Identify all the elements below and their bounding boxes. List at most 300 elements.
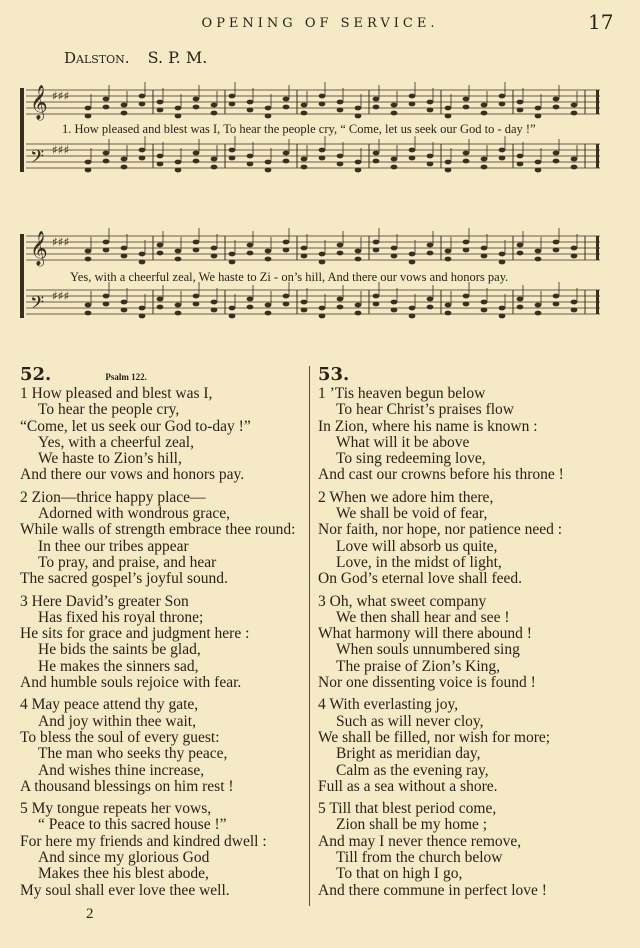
note-head — [445, 160, 452, 165]
note-head — [85, 257, 92, 262]
note-head — [301, 165, 308, 170]
note-head — [373, 151, 380, 156]
note-head — [103, 105, 110, 110]
verse-line: To pray, and praise, and hear — [38, 553, 217, 571]
verse-line: My soul shall ever love thee well. — [20, 881, 230, 899]
note-head — [391, 103, 398, 108]
tune-name: Dalston. — [64, 49, 130, 67]
verse-line: In Zion, where his name is known : — [318, 417, 538, 435]
note-head — [319, 260, 326, 265]
hymn-number: 53. — [318, 364, 350, 385]
note-head — [409, 314, 416, 319]
note-head — [517, 108, 524, 113]
note-head — [121, 254, 128, 259]
verse-line: To that on high I go, — [336, 865, 463, 883]
system-2-lyric: Yes, with a cheerful zeal, We haste to Zi - on’s hill, And there our vows and honors pay. — [70, 270, 509, 284]
verse-line: 3 Here David’s greater Son — [20, 592, 189, 610]
verse-line: 1 How pleased and blest was I, — [20, 385, 213, 402]
note-head — [211, 254, 218, 259]
note-head — [319, 148, 326, 153]
note-head — [85, 106, 92, 111]
note-head — [427, 297, 434, 302]
verse-line: 2 When we adore him there, — [318, 488, 494, 506]
note-head — [337, 251, 344, 256]
bass-clef-icon: 𝄢 — [30, 147, 45, 172]
note-head — [553, 240, 560, 245]
note-head — [301, 246, 308, 251]
note-head — [445, 311, 452, 316]
note-head — [481, 103, 488, 108]
note-head — [175, 114, 182, 119]
verse-line: To sing redeeming love, — [336, 450, 486, 468]
hymn-subtitle: Psalm 122. — [105, 372, 147, 382]
note-head — [85, 114, 92, 119]
note-head — [283, 240, 290, 245]
verse-line: 4 With everlasting joy, — [318, 696, 459, 714]
note-head — [391, 246, 398, 251]
note-head — [553, 97, 560, 102]
note-head — [535, 114, 542, 119]
note-head — [337, 154, 344, 159]
note-head — [85, 160, 92, 165]
note-head — [355, 106, 362, 111]
note-head — [193, 105, 200, 110]
verse-line: We shall be void of fear, — [336, 505, 488, 523]
verse-line: To hear the people cry, — [38, 401, 180, 419]
note-head — [499, 156, 506, 161]
note-head — [139, 306, 146, 311]
note-head — [121, 111, 128, 116]
note-head — [481, 157, 488, 162]
verse-line: The praise of Zion’s King, — [336, 657, 501, 675]
note-head — [247, 108, 254, 113]
treble-clef-icon: 𝄞 — [30, 231, 48, 266]
verse-line: When souls unnumbered sing — [336, 641, 520, 659]
tune-meter: S. P. M. — [147, 48, 208, 67]
note-head — [445, 114, 452, 119]
verse-line: Love, in the midst of light, — [336, 553, 502, 571]
note-head — [445, 106, 452, 111]
note-head — [265, 114, 272, 119]
verse-line: Has fixed his royal throne; — [38, 608, 204, 626]
verse-line: 4 May peace attend thy gate, — [20, 696, 199, 714]
note-head — [211, 246, 218, 251]
note-head — [301, 157, 308, 162]
note-head — [157, 297, 164, 302]
note-head — [499, 102, 506, 107]
verse-line: We then shall hear and see ! — [336, 608, 510, 626]
note-head — [157, 243, 164, 248]
note-head — [175, 249, 182, 254]
note-head — [337, 297, 344, 302]
running-title: OPENING OF SERVICE. — [201, 16, 439, 31]
note-head — [211, 300, 218, 305]
note-head — [319, 252, 326, 257]
note-head — [103, 248, 110, 253]
note-head — [193, 240, 200, 245]
note-head — [499, 148, 506, 153]
note-head — [247, 305, 254, 310]
note-head — [301, 308, 308, 313]
note-head — [193, 294, 200, 299]
key-signature-icon: ♯♯♯ — [52, 235, 70, 249]
note-head — [265, 257, 272, 262]
key-signature-icon: ♯♯♯ — [52, 143, 70, 157]
verse-line: “ Peace to this sacred house !” — [38, 816, 227, 834]
verse-line: Full as a sea without a shore. — [318, 777, 498, 795]
note-head — [211, 111, 218, 116]
final-bar-line — [596, 144, 599, 168]
verse-line: On God’s eternal love shall feed. — [318, 570, 523, 588]
note-head — [445, 249, 452, 254]
note-head — [427, 162, 434, 167]
tune-heading — [64, 48, 207, 67]
note-head — [427, 251, 434, 256]
note-head — [553, 105, 560, 110]
note-head — [175, 168, 182, 173]
note-head — [139, 260, 146, 265]
note-head — [103, 97, 110, 102]
note-head — [355, 160, 362, 165]
verse-line: 2 Zion—thrice happy place— — [20, 488, 206, 506]
key-signature-icon: ♯♯♯ — [52, 289, 70, 303]
stanza — [318, 801, 618, 899]
note-head — [175, 311, 182, 316]
note-head — [463, 240, 470, 245]
note-head — [139, 102, 146, 107]
note-head — [409, 94, 416, 99]
note-head — [553, 159, 560, 164]
hymn-52 — [20, 364, 306, 905]
note-head — [481, 165, 488, 170]
verse-line: And wishes thine increase, — [38, 761, 205, 779]
note-head — [229, 260, 236, 265]
note-head — [229, 306, 236, 311]
note-head — [427, 108, 434, 113]
note-head — [247, 297, 254, 302]
note-head — [373, 240, 380, 245]
system-1-lyric: 1. How pleased and blest was I, To hear the people cry, “ Come, let us seek our God to - day !” — [62, 122, 536, 136]
stanza — [20, 697, 306, 795]
note-head — [193, 302, 200, 307]
verse-line: 1 ’Tis heaven begun below — [318, 385, 486, 402]
signature-mark: 2 — [86, 906, 94, 922]
note-head — [445, 168, 452, 173]
note-head — [571, 111, 578, 116]
note-head — [463, 248, 470, 253]
note-head — [517, 100, 524, 105]
note-head — [301, 254, 308, 259]
note-head — [463, 159, 470, 164]
note-head — [535, 106, 542, 111]
note-head — [517, 243, 524, 248]
note-head — [319, 306, 326, 311]
note-head — [157, 162, 164, 167]
note-head — [463, 294, 470, 299]
note-head — [409, 102, 416, 107]
note-head — [391, 165, 398, 170]
note-head — [211, 103, 218, 108]
note-head — [175, 303, 182, 308]
note-head — [121, 165, 128, 170]
note-head — [157, 108, 164, 113]
note-head — [139, 156, 146, 161]
note-head — [103, 294, 110, 299]
verse-line: Yes, with a cheerful zeal, — [38, 433, 194, 451]
note-head — [157, 251, 164, 256]
verse-line: What will it be above — [336, 433, 470, 451]
note-head — [373, 248, 380, 253]
note-head — [553, 302, 560, 307]
verse-line: Bright as meridian day, — [336, 745, 481, 763]
note-head — [265, 249, 272, 254]
stanza — [20, 801, 306, 899]
verse-line: We shall be filled, nor wish for more; — [318, 728, 551, 746]
note-head — [103, 240, 110, 245]
key-signature-icon: ♯♯♯ — [52, 89, 70, 103]
note-head — [85, 249, 92, 254]
note-head — [229, 156, 236, 161]
note-head — [301, 300, 308, 305]
note-head — [535, 168, 542, 173]
verse-line: To hear Christ’s praises flow — [336, 401, 514, 419]
verse-line: And humble souls rejoice with fear. — [20, 674, 242, 692]
note-head — [517, 154, 524, 159]
note-head — [571, 157, 578, 162]
note-head — [283, 97, 290, 102]
note-head — [391, 157, 398, 162]
note-head — [409, 260, 416, 265]
note-head — [139, 314, 146, 319]
note-head — [535, 311, 542, 316]
note-head — [229, 148, 236, 153]
note-head — [121, 103, 128, 108]
note-head — [85, 168, 92, 173]
note-head — [391, 308, 398, 313]
note-head — [571, 300, 578, 305]
note-head — [85, 303, 92, 308]
verse-line: He sits for grace and judgment here : — [20, 625, 250, 643]
note-head — [337, 305, 344, 310]
note-head — [535, 257, 542, 262]
column-divider — [309, 366, 310, 906]
system-brace — [20, 88, 24, 172]
note-head — [193, 97, 200, 102]
note-head — [499, 260, 506, 265]
note-head — [481, 111, 488, 116]
note-head — [427, 154, 434, 159]
verse-line: Nor faith, nor hope, nor patience need : — [318, 521, 563, 539]
verse-line: We haste to Zion’s hill, — [38, 450, 182, 468]
note-head — [265, 168, 272, 173]
note-head — [571, 103, 578, 108]
note-head — [193, 159, 200, 164]
final-bar-line — [596, 290, 599, 314]
note-head — [553, 151, 560, 156]
note-head — [139, 148, 146, 153]
note-head — [535, 303, 542, 308]
note-head — [247, 251, 254, 256]
note-head — [139, 94, 146, 99]
treble-clef-icon: 𝄞 — [30, 85, 48, 120]
note-head — [229, 94, 236, 99]
note-head — [427, 100, 434, 105]
stanza — [318, 490, 618, 588]
note-head — [499, 314, 506, 319]
note-head — [517, 251, 524, 256]
note-head — [211, 308, 218, 313]
note-head — [193, 248, 200, 253]
stanza — [20, 386, 306, 484]
verse-line: What harmony will there abound ! — [318, 625, 532, 643]
verse-line: 5 My tongue repeats her vows, — [20, 800, 212, 818]
verse-line: 5 Till that blest period come, — [318, 800, 497, 818]
verse-line: “Come, let us seek our God to-day !” — [20, 417, 251, 435]
verse-line: Love will absorb us quite, — [336, 537, 498, 555]
note-head — [571, 254, 578, 259]
note-head — [121, 308, 128, 313]
note-head — [283, 294, 290, 299]
verse-line: In thee our tribes appear — [38, 537, 189, 555]
page-number: 17 — [588, 10, 614, 34]
note-head — [409, 148, 416, 153]
verse-line: Nor one dissenting voice is found ! — [318, 674, 536, 692]
bass-clef-icon: 𝄢 — [30, 293, 45, 318]
verse-line: The man who seeks thy peace, — [38, 745, 228, 763]
final-bar-line — [596, 236, 599, 260]
note-head — [463, 151, 470, 156]
note-head — [175, 160, 182, 165]
note-head — [571, 308, 578, 313]
note-head — [481, 254, 488, 259]
hymn-number: 52. — [20, 364, 52, 385]
note-head — [247, 162, 254, 167]
note-head — [373, 294, 380, 299]
note-head — [373, 105, 380, 110]
note-head — [445, 303, 452, 308]
note-head — [535, 160, 542, 165]
note-head — [517, 305, 524, 310]
note-head — [283, 248, 290, 253]
verse-line: Adorned with wondrous grace, — [38, 505, 230, 523]
note-head — [319, 94, 326, 99]
note-head — [409, 156, 416, 161]
verse-line: Such as will never cloy, — [336, 712, 484, 730]
note-head — [247, 154, 254, 159]
note-head — [265, 106, 272, 111]
note-head — [391, 300, 398, 305]
note-head — [319, 156, 326, 161]
verse-line: And there commune in perfect love ! — [318, 881, 547, 899]
note-head — [247, 100, 254, 105]
verse-line: And cast our crowns before his throne ! — [318, 466, 564, 484]
note-head — [319, 102, 326, 107]
note-head — [283, 151, 290, 156]
note-head — [517, 162, 524, 167]
note-head — [103, 302, 110, 307]
note-head — [427, 243, 434, 248]
note-head — [337, 243, 344, 248]
note-head — [121, 246, 128, 251]
verse-line: For here my friends and kindred dwell : — [20, 832, 267, 850]
stanza — [318, 594, 618, 692]
note-head — [121, 300, 128, 305]
note-head — [355, 257, 362, 262]
system-brace — [20, 234, 24, 318]
note-head — [85, 311, 92, 316]
note-head — [373, 159, 380, 164]
stanza — [318, 697, 618, 795]
note-head — [499, 306, 506, 311]
note-head — [193, 151, 200, 156]
note-head — [409, 252, 416, 257]
note-head — [211, 157, 218, 162]
note-head — [157, 154, 164, 159]
verse-line: And joy within thee wait, — [38, 712, 196, 730]
verse-line: And there our vows and honors pay. — [20, 466, 245, 484]
note-head — [103, 151, 110, 156]
stanza — [20, 490, 306, 588]
hymn-header — [20, 364, 306, 386]
note-head — [301, 103, 308, 108]
note-head — [139, 252, 146, 257]
note-head — [319, 314, 326, 319]
note-head — [391, 111, 398, 116]
hymn-header — [318, 364, 618, 386]
note-head — [391, 254, 398, 259]
note-head — [157, 100, 164, 105]
note-head — [499, 252, 506, 257]
note-head — [499, 94, 506, 99]
note-head — [553, 248, 560, 253]
note-head — [517, 297, 524, 302]
note-head — [229, 252, 236, 257]
verse-line: Calm as the evening ray, — [336, 761, 489, 779]
stanza — [318, 386, 618, 484]
note-head — [229, 102, 236, 107]
note-head — [409, 306, 416, 311]
note-head — [355, 168, 362, 173]
note-head — [481, 308, 488, 313]
note-head — [175, 106, 182, 111]
stanza — [20, 594, 306, 692]
note-head — [283, 159, 290, 164]
note-head — [247, 243, 254, 248]
note-head — [571, 165, 578, 170]
verse-line: He makes the sinners sad, — [38, 657, 199, 675]
verse-line: He bids the saints be glad, — [38, 641, 201, 659]
note-head — [337, 108, 344, 113]
note-head — [283, 302, 290, 307]
verse-line: Till from the church below — [336, 849, 503, 867]
note-head — [265, 311, 272, 316]
note-head — [463, 105, 470, 110]
note-head — [337, 162, 344, 167]
note-head — [301, 111, 308, 116]
note-head — [355, 249, 362, 254]
verse-line: Makes thee his blest abode, — [38, 865, 209, 883]
final-bar-line — [596, 90, 599, 114]
note-head — [481, 246, 488, 251]
note-head — [463, 302, 470, 307]
note-head — [103, 159, 110, 164]
note-head — [427, 305, 434, 310]
verse-line: A thousand blessings on him rest ! — [20, 777, 234, 795]
note-head — [355, 311, 362, 316]
note-head — [265, 303, 272, 308]
note-head — [157, 305, 164, 310]
note-head — [211, 165, 218, 170]
